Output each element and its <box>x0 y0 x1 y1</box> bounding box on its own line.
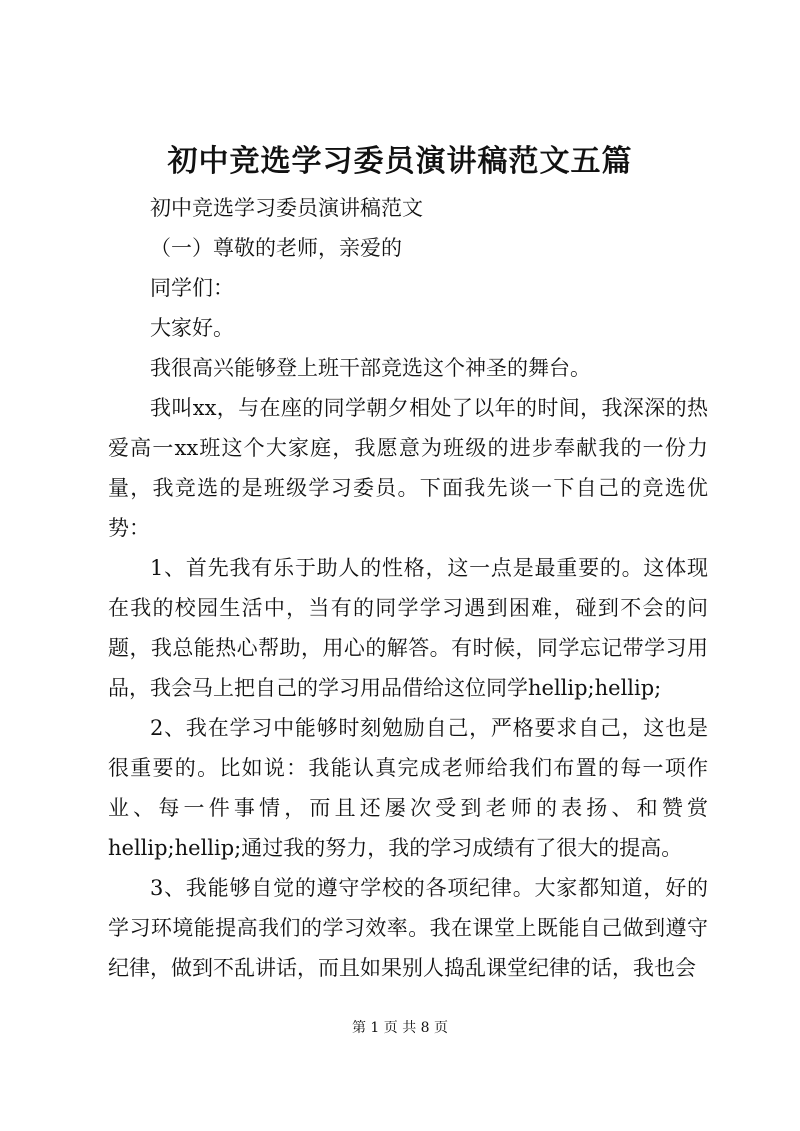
page-number-footer: 第 1 页 共 8 页 <box>351 1020 449 1036</box>
paragraph: 1、首先我有乐于助人的性格，这一点是最重要的。这体现在我的校园生活中，当有的同学学习遇到困难，碰到不会的问题，我总能热心帮助，用心的解答。有时候，同学忘记带学习用品，我会马上把自己的学习用品借给这位同学hellip;hellip; <box>108 556 708 700</box>
paragraph: 我叫xx，与在座的同学朝夕相处了以年的时间，我深深的热爱高一xx班这个大家庭，我愿意为班级的进步奉献我的一份力量，我竞选的是班级学习委员。下面我先谈一下自己的竞选优势： <box>108 396 708 540</box>
paragraph: 我很高兴能够登上班干部竞选这个神圣的舞台。 <box>150 356 591 380</box>
document-title: 初中竞选学习委员演讲稿范文五篇 <box>167 144 633 179</box>
paragraph: 2、我在学习中能够时刻勉励自己，严格要求自己，这也是很重要的。比如说：我能认真完成老师给我们布置的每一项作业、每一件事情，而且还屡次受到老师的表扬、和赞赏hellip;hellip;通过我的努力，我的学习成绩有了很大的提高。 <box>108 716 708 860</box>
paragraph: 大家好。 <box>150 316 234 340</box>
paragraph: （一）尊敬的老师，亲爱的 <box>150 236 402 260</box>
paragraph: 3、我能够自觉的遵守学校的各项纪律。大家都知道，好的学习环境能提高我们的学习效率。我在课堂上既能自己做到遵守纪律，做到不乱讲话，而且如果别人捣乱课堂纪律的话，我也会 <box>108 876 708 980</box>
document-body <box>108 188 708 988</box>
paragraph: 同学们： <box>150 276 234 300</box>
paragraph: 初中竞选学习委员演讲稿范文 <box>150 196 423 220</box>
